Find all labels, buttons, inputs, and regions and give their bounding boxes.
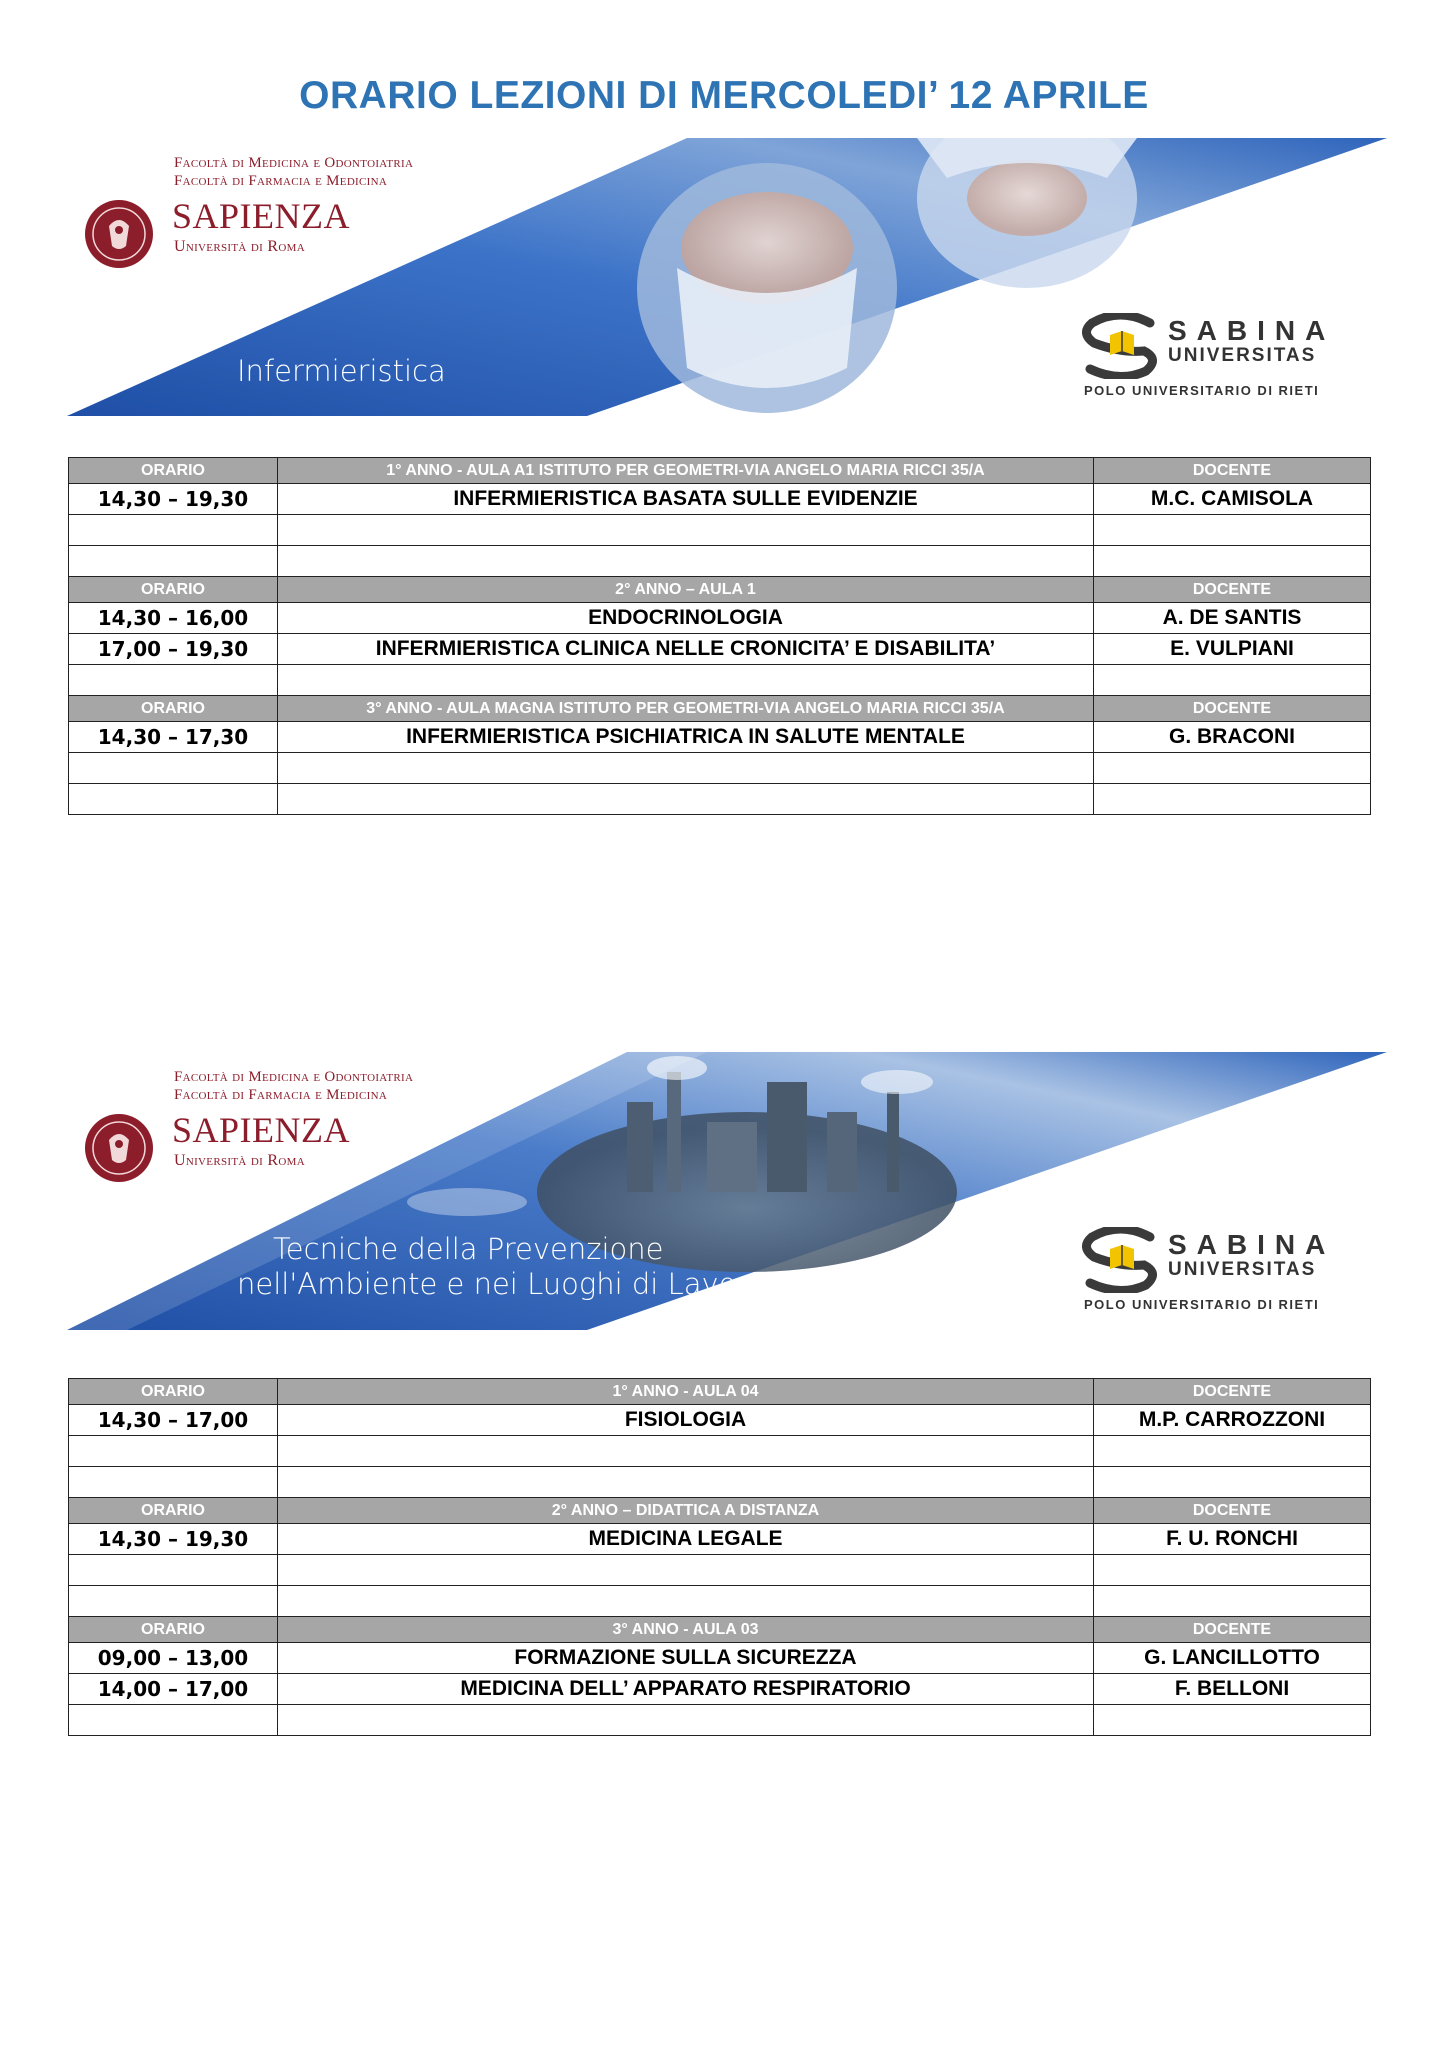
header-orario: ORARIO — [69, 696, 278, 722]
header-year-room: 1° ANNO - AULA A1 ISTITUTO PER GEOMETRI-VIA ANGELO MARIA RICCI 35/A — [278, 458, 1094, 484]
lesson-subject — [278, 1705, 1094, 1736]
faculty-names — [174, 154, 413, 190]
lesson-time — [69, 1555, 278, 1586]
lesson-time — [69, 665, 278, 696]
lesson-time — [69, 546, 278, 577]
course-title-line-2: nell'Ambiente e nei Luoghi di Lavoro — [237, 1267, 766, 1301]
header-year-room: 3° ANNO - AULA 03 — [278, 1617, 1094, 1643]
sabina-logo-icon — [1080, 1227, 1166, 1293]
table-row — [69, 753, 1371, 784]
table-header-row — [69, 458, 1371, 484]
table-header-row — [69, 696, 1371, 722]
lesson-time — [69, 1705, 278, 1736]
university-name: SAPIENZA — [172, 1110, 351, 1150]
header-orario: ORARIO — [69, 458, 278, 484]
university-name: SAPIENZA — [172, 196, 351, 236]
lesson-time: 14,30 – 19,30 — [69, 484, 278, 515]
course-title — [237, 1232, 765, 1302]
lesson-subject — [278, 1555, 1094, 1586]
lesson-time: 17,00 – 19,30 — [69, 634, 278, 665]
table-row — [69, 1586, 1371, 1617]
header-docente: DOCENTE — [1094, 696, 1371, 722]
lesson-time — [69, 753, 278, 784]
lesson-teacher: G. BRACONI — [1094, 722, 1371, 753]
banner-infermieristica — [67, 138, 1387, 418]
lesson-subject: INFERMIERISTICA PSICHIATRICA IN SALUTE MENTALE — [278, 722, 1094, 753]
table-row — [69, 603, 1371, 634]
table-row — [69, 546, 1371, 577]
partner-subtitle: UNIVERSITAS — [1168, 345, 1317, 366]
lesson-subject — [278, 1436, 1094, 1467]
sabina-universitas-logo — [1070, 1227, 1370, 1317]
lesson-time — [69, 1467, 278, 1498]
header-docente: DOCENTE — [1094, 577, 1371, 603]
table-row — [69, 515, 1371, 546]
lesson-teacher: E. VULPIANI — [1094, 634, 1371, 665]
table-row — [69, 665, 1371, 696]
lesson-teacher — [1094, 665, 1371, 696]
lesson-teacher — [1094, 1555, 1371, 1586]
lesson-subject — [278, 546, 1094, 577]
banner-tecniche-prevenzione — [67, 1052, 1387, 1332]
course-title — [237, 354, 446, 389]
table-row — [69, 722, 1371, 753]
faculty-line-2: Facoltà di Farmacia e Medicina — [174, 1087, 388, 1103]
table-row — [69, 1436, 1371, 1467]
header-orario: ORARIO — [69, 1617, 278, 1643]
lesson-subject: INFERMIERISTICA BASATA SULLE EVIDENZIE — [278, 484, 1094, 515]
schedule-table-tecniche-prevenzione — [68, 1378, 1371, 1736]
lesson-subject — [278, 753, 1094, 784]
table-row — [69, 784, 1371, 815]
lesson-subject: FISIOLOGIA — [278, 1405, 1094, 1436]
university-subtitle: Università di Roma — [174, 1152, 305, 1169]
lesson-time — [69, 515, 278, 546]
table-row — [69, 1643, 1371, 1674]
lesson-time: 09,00 – 13,00 — [69, 1643, 278, 1674]
sabina-universitas-logo — [1070, 313, 1370, 403]
lesson-subject: MEDICINA DELL’ APPARATO RESPIRATORIO — [278, 1674, 1094, 1705]
sabina-logo-icon — [1080, 313, 1166, 379]
header-orario: ORARIO — [69, 1498, 278, 1524]
schedule-table-infermieristica — [68, 457, 1371, 815]
lesson-time — [69, 784, 278, 815]
header-orario: ORARIO — [69, 1379, 278, 1405]
lesson-teacher — [1094, 1586, 1371, 1617]
partner-name: SABINA — [1168, 1229, 1336, 1260]
lesson-teacher — [1094, 1705, 1371, 1736]
table-row — [69, 634, 1371, 665]
header-orario: ORARIO — [69, 577, 278, 603]
lesson-time: 14,30 – 17,30 — [69, 722, 278, 753]
header-docente: DOCENTE — [1094, 458, 1371, 484]
header-docente: DOCENTE — [1094, 1498, 1371, 1524]
lesson-time: 14,30 – 19,30 — [69, 1524, 278, 1555]
table-row — [69, 1405, 1371, 1436]
header-year-room: 3° ANNO - AULA MAGNA ISTITUTO PER GEOMETRI-VIA ANGELO MARIA RICCI 35/A — [278, 696, 1094, 722]
lesson-teacher: F. BELLONI — [1094, 1674, 1371, 1705]
header-docente: DOCENTE — [1094, 1617, 1371, 1643]
header-year-room: 1° ANNO - AULA 04 — [278, 1379, 1094, 1405]
faculty-line-1: Facoltà di Medicina e Odontoiatria — [174, 155, 414, 171]
partner-tagline: POLO UNIVERSITARIO DI RIETI — [1084, 383, 1320, 398]
lesson-subject: INFERMIERISTICA CLINICA NELLE CRONICITA’ E DISABILITA’ — [278, 634, 1094, 665]
lesson-time — [69, 1586, 278, 1617]
lesson-subject: MEDICINA LEGALE — [278, 1524, 1094, 1555]
partner-name: SABINA — [1168, 315, 1336, 346]
university-subtitle: Università di Roma — [174, 238, 305, 255]
page-title: ORARIO LEZIONI DI MERCOLEDI’ 12 APRILE — [299, 74, 1149, 117]
partner-subtitle: UNIVERSITAS — [1168, 1259, 1317, 1280]
lesson-subject — [278, 1586, 1094, 1617]
lesson-teacher — [1094, 753, 1371, 784]
lesson-teacher: F. U. RONCHI — [1094, 1524, 1371, 1555]
table-header-row — [69, 1379, 1371, 1405]
course-title-line-1: Infermieristica — [237, 354, 446, 388]
table-row — [69, 1555, 1371, 1586]
faculty-line-2: Facoltà di Farmacia e Medicina — [174, 173, 388, 189]
header-year-room: 2° ANNO – AULA 1 — [278, 577, 1094, 603]
lesson-teacher — [1094, 1467, 1371, 1498]
lesson-teacher: M.P. CARROZZONI — [1094, 1405, 1371, 1436]
lesson-subject — [278, 515, 1094, 546]
lesson-subject — [278, 784, 1094, 815]
table-row — [69, 1524, 1371, 1555]
header-docente: DOCENTE — [1094, 1379, 1371, 1405]
table-header-row — [69, 1617, 1371, 1643]
faculty-line-1: Facoltà di Medicina e Odontoiatria — [174, 1069, 414, 1085]
lesson-teacher — [1094, 515, 1371, 546]
lesson-teacher — [1094, 546, 1371, 577]
lesson-time: 14,00 – 17,00 — [69, 1674, 278, 1705]
header-year-room: 2° ANNO – DIDATTICA A DISTANZA — [278, 1498, 1094, 1524]
lesson-time: 14,30 – 16,00 — [69, 603, 278, 634]
faculty-names — [174, 1068, 413, 1104]
table-row — [69, 1467, 1371, 1498]
lesson-subject — [278, 1467, 1094, 1498]
table-row — [69, 1705, 1371, 1736]
table-header-row — [69, 1498, 1371, 1524]
lesson-time: 14,30 – 17,00 — [69, 1405, 278, 1436]
table-header-row — [69, 577, 1371, 603]
lesson-teacher — [1094, 1436, 1371, 1467]
sapienza-seal-icon — [82, 194, 156, 274]
table-row — [69, 484, 1371, 515]
lesson-teacher — [1094, 784, 1371, 815]
lesson-subject: FORMAZIONE SULLA SICUREZZA — [278, 1643, 1094, 1674]
table-row — [69, 1674, 1371, 1705]
lesson-subject: ENDOCRINOLOGIA — [278, 603, 1094, 634]
course-title-line-1: Tecniche della Prevenzione — [273, 1232, 664, 1266]
lesson-time — [69, 1436, 278, 1467]
partner-tagline: POLO UNIVERSITARIO DI RIETI — [1084, 1297, 1320, 1312]
lesson-teacher: G. LANCILLOTTO — [1094, 1643, 1371, 1674]
lesson-subject — [278, 665, 1094, 696]
lesson-teacher: A. DE SANTIS — [1094, 603, 1371, 634]
sapienza-seal-icon — [82, 1108, 156, 1188]
lesson-teacher: M.C. CAMISOLA — [1094, 484, 1371, 515]
